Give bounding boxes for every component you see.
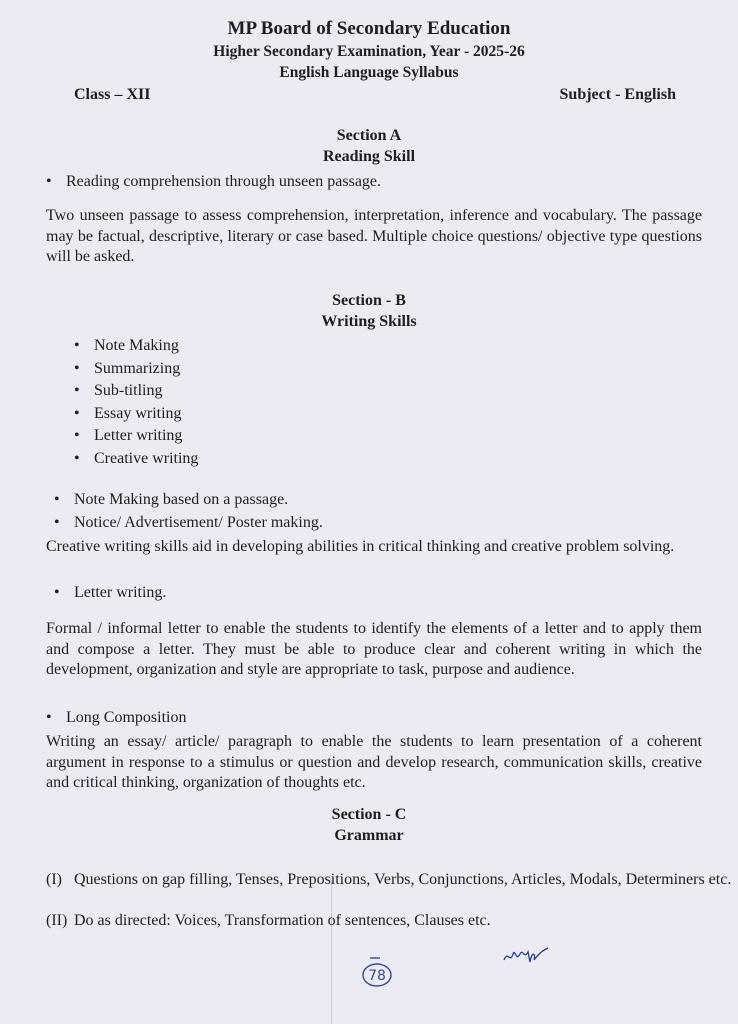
note-making-bullet: • Note Making based on a passage. [74,491,288,509]
list-item: • Summarizing [94,358,198,381]
grammar-item-1 [46,870,732,912]
writing-skills-list [94,335,198,471]
page-number: 78 [368,968,386,984]
section-b-subtitle: Writing Skills [321,313,417,330]
class-label: Class – XII [74,86,151,103]
item-number: (I) [46,871,62,888]
list-item: • Essay writing [94,403,198,426]
page-number-stamp [358,952,396,990]
section-a-subtitle: Reading Skill [322,148,416,165]
grammar-item-2 [46,911,722,933]
list-item: • Letter writing [94,425,198,448]
item-text: Questions on gap filling, Tenses, Prepositions, Verbs, Conjunctions, Articles, Modals, Determiners etc. [74,871,732,888]
long-composition-bullet: • Long Composition [66,709,186,727]
item-text: Do as directed: Voices, Transformation of sentences, Clauses etc. [74,912,491,929]
list-item: • Sub-titling [94,380,198,403]
exam-title: Higher Secondary Examination, Year - 2025-26 [213,43,525,60]
notice-bullet: • Notice/ Advertisement/ Poster making. [74,514,323,532]
section-b-title: Section - B [332,292,406,309]
section-c-title: Section - C [331,806,407,823]
letter-writing-paragraph: Formal / informal letter to enable the students to identify the elements of a letter and to apply them and compose a letter. They must be able to produce clear and coherent writing in which the development, organization and style are appropriate to task, purpose and audience. [46,620,702,678]
list-item: • Creative writing [94,448,198,471]
long-composition-paragraph: Writing an essay/ article/ paragraph to enable the students to learn presentation of a coherent argument in response to a stimulus or question and develop research, communication skills, creative and critical thinking, organization of thoughts etc. [46,733,702,791]
item-number: (II) [46,912,68,929]
board-title: MP Board of Secondary Education [227,18,511,39]
section-a-bullet: • Reading comprehension through unseen passage. [66,173,381,191]
letter-writing-bullet: • Letter writing. [74,584,166,602]
signature-icon [500,940,552,970]
subject-label: Subject - English [559,86,676,103]
section-a-title: Section A [336,127,402,144]
list-item: • Note Making [94,335,198,358]
syllabus-title: English Language Syllabus [279,64,459,81]
section-a-paragraph: Two unseen passage to assess comprehension, interpretation, inference and vocabulary. The passage may be factual, descriptive, literary or case based. Multiple choice questions/ objective type questions will be asked. [46,207,702,265]
section-c-subtitle: Grammar [334,827,404,844]
creative-writing-paragraph: Creative writing skills aid in developing abilities in critical thinking and creative problem solving. [46,538,675,555]
